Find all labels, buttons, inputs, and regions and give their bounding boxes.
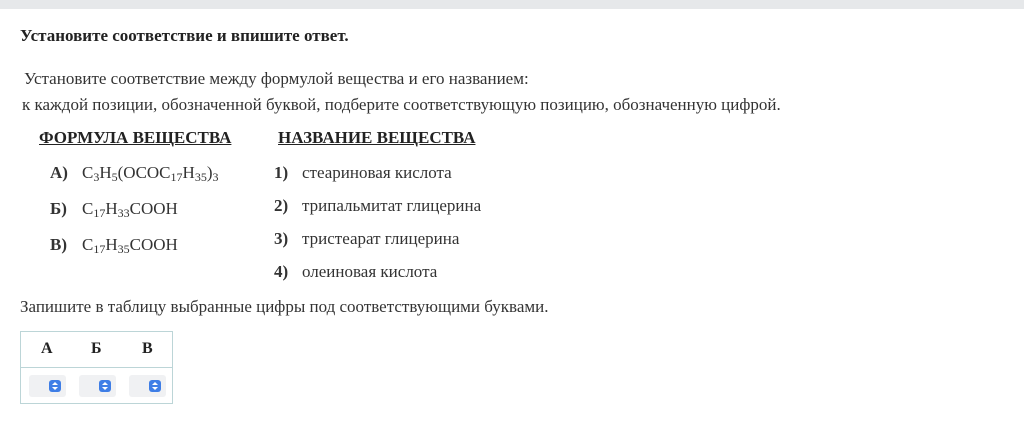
answer-header-b: Б	[91, 340, 102, 357]
formula-text: $C_{17}H_{35}COOH$	[82, 235, 178, 256]
select-arrows-icon	[49, 380, 61, 392]
task-instruction-2: к каждой позиции, обозначенной буквой, подберите соответствующую позицию, обозначенную цифрой.	[22, 95, 781, 114]
name-row-1	[274, 163, 452, 183]
answer-select-b[interactable]	[79, 375, 116, 397]
name-label: 1)	[274, 163, 289, 182]
task-instruction-1: Установите соответствие между формулой вещества и его названием:	[24, 69, 529, 88]
select-arrows-icon	[99, 380, 111, 392]
formula-row-b	[50, 199, 178, 219]
name-label: 2)	[274, 196, 289, 215]
task-title: Установите соответствие и впишите ответ.	[20, 26, 349, 45]
name-text: олеиновая кислота	[302, 262, 438, 281]
name-text: трипальмитат глицерина	[302, 196, 482, 215]
top-bar	[0, 0, 1024, 9]
formula-label: А)	[50, 163, 68, 182]
name-text: стеариновая кислота	[302, 163, 452, 182]
answer-header-c: В	[142, 340, 153, 357]
name-column-header: НАЗВАНИЕ ВЕЩЕСТВА	[278, 128, 476, 147]
select-arrows-icon	[149, 380, 161, 392]
name-label: 3)	[274, 229, 289, 248]
name-label: 4)	[274, 262, 289, 281]
formula-row-a	[50, 163, 218, 183]
answer-select-a[interactable]	[29, 375, 66, 397]
answer-table	[20, 331, 173, 404]
answer-table-divider	[21, 367, 172, 368]
name-row-3	[274, 229, 459, 249]
name-row-4	[274, 262, 437, 282]
name-text: тристеарат глицерина	[302, 229, 460, 248]
formula-label: В)	[50, 235, 67, 254]
answer-select-c[interactable]	[129, 375, 166, 397]
answer-header-a: А	[41, 340, 53, 357]
formula-text: $C_3H_5(OCOC_{17}H_{35})_3$	[82, 163, 219, 184]
formula-column-header: ФОРМУЛА ВЕЩЕСТВА	[39, 128, 232, 147]
name-row-2	[274, 196, 481, 216]
answer-instruction: Запишите в таблицу выбранные цифры под соответствующими буквами.	[20, 297, 549, 316]
formula-row-c	[50, 235, 178, 255]
formula-text: $C_{17}H_{33}COOH$	[82, 199, 178, 220]
formula-label: Б)	[50, 199, 67, 218]
